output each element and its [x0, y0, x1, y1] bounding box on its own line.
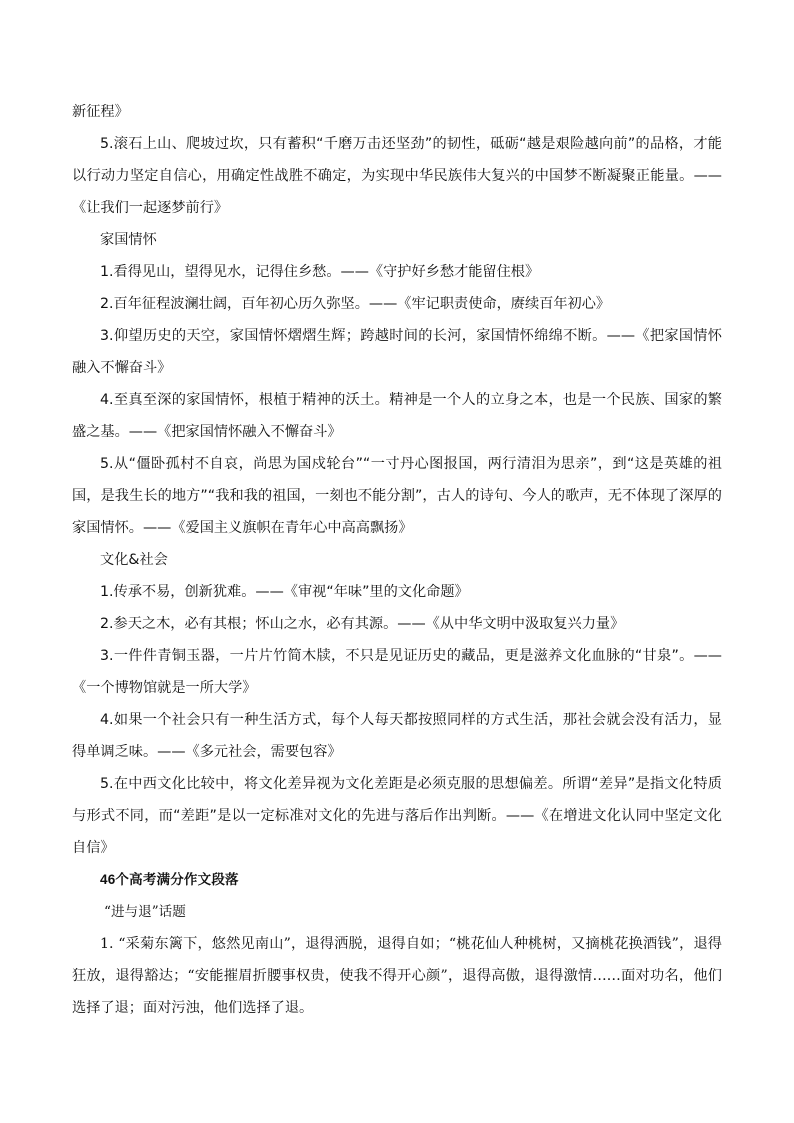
paragraph-resolve-5: 5.滚石上山、爬坡过坎，只有蓄积“千磨万击还坚劲”的韧性，砥砺“越是艰险越向前”的品格，才能以行动力坚定自信心，用确定性战胜不确定，为实现中华民族伟大复兴的中国梦不断凝聚正能量。——《让我们一起逐梦前行》 — [72, 136, 722, 216]
list-item: 4.如果一个社会只有一种生活方式，每个人每天都按照同样的方式生活，那社会就会没有活力，显得单调乏味。——《多元社会，需要包容》 — [72, 712, 722, 760]
list-item: 4.至真至深的家国情怀，根植于精神的沃土。精神是一个人的立身之本，也是一个民族、国家的繁盛之基。——《把家国情怀融入不懈奋斗》 — [72, 392, 722, 440]
list-item: 3.一件件青铜玉器，一片片竹简木牍，不只是见证历史的藏品，更是滋养文化血脉的“甘泉”。——《一个博物馆就是一所大学》 — [72, 648, 722, 696]
list-item: 1. “采菊东篱下，悠然见南山”，退得洒脱，退得自如；“桃花仙人种桃树，又摘桃花换酒钱”，退得狂放，退得豁达；“安能摧眉折腰事权贵，使我不得开心颜”，退得高傲，退得激情……面对功名，他们选择了退；面对污浊，他们选择了退。 — [72, 936, 722, 1016]
list-item: 3.仰望历史的天空，家国情怀熠熠生辉；跨越时间的长河，家国情怀绵绵不断。——《把家国情怀融入不懈奋斗》 — [72, 328, 722, 376]
topic-heading: “进与退”话题 — [104, 904, 186, 920]
section-heading-gaokao: 46个高考满分作文段落 — [100, 872, 239, 887]
list-item: 5.在中西文化比较中，将文化差异视为文化差距是必须克服的思想偏差。所谓“差异”是指文化特质与形式不同，而“差距”是以一定标准对文化的先进与落后作出判断。——《在增进文化认同中坚定文化自信》 — [72, 776, 722, 856]
list-item: 2.参天之木，必有其根；怀山之水，必有其源。——《从中华文明中汲取复兴力量》 — [100, 616, 625, 632]
section-heading-culture-society: 文化&社会 — [100, 552, 168, 568]
list-item: 1.传承不易，创新犹难。——《审视“年味”里的文化命题》 — [100, 584, 469, 600]
continuation-line: 新征程》 — [72, 104, 129, 120]
list-item: 5.从“僵卧孤村不自哀，尚思为国戍轮台”“一寸丹心图报国，两行清泪为思亲”，到“这是英雄的祖国，是我生长的地方”“我和我的祖国，一刻也不能分割”，古人的诗句、今人的歌声，无不体现了深厚的家国情怀。——《爱国主义旗帜在青年心中高高飘扬》 — [72, 456, 722, 536]
list-item: 2.百年征程波澜壮阔，百年初心历久弥坚。——《牢记职责使命，赓续百年初心》 — [100, 296, 611, 312]
section-heading-family-country: 家国情怀 — [100, 232, 157, 248]
list-item: 1.看得见山，望得见水，记得住乡愁。——《守护好乡愁才能留住根》 — [100, 264, 540, 280]
document-body — [72, 96, 722, 1024]
